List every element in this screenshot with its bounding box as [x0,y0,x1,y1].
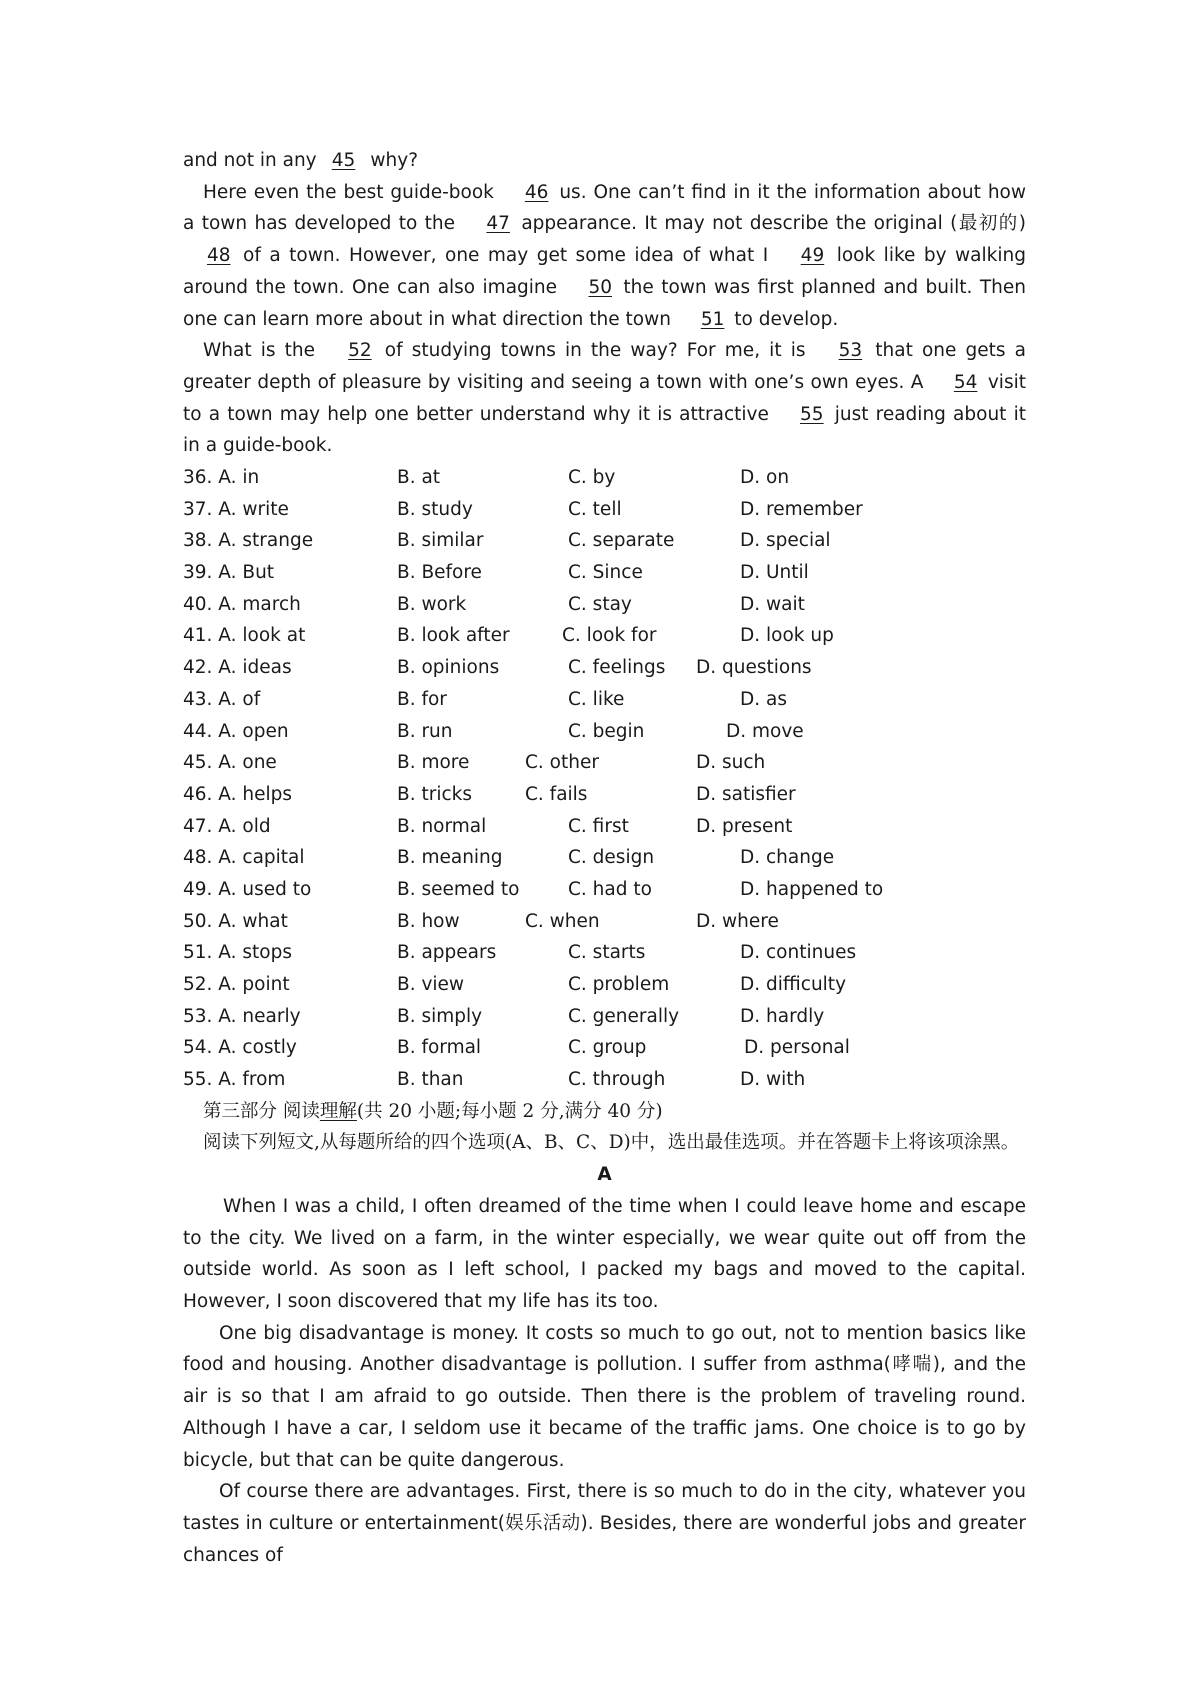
option-c: C. Since [568,562,643,584]
option-b: B. appears [397,942,497,964]
option-row [183,589,1026,621]
option-c: C. begin [568,720,645,742]
option-row [183,1001,1026,1033]
passage-line [183,145,1026,177]
section-a-paragraph-3: Of course there are advantages. First, there is so much to do in the city, whatever you tastes in culture or entertainment(娱乐活动). Besides, there are wonderful jobs and greater chances of [183,1481,1026,1566]
option-a: 55. A. from [183,1069,286,1091]
option-a: 48. A. capital [183,847,305,869]
option-b: B. opinions [397,657,500,679]
option-d: D. difficulty [740,974,847,996]
passage-text: why? [370,150,419,171]
passage-text: What is the [203,340,315,362]
part3-title-text: (共 20 小题;每小题 2 分,满分 40 分) [356,1100,663,1122]
section-a-paragraph-2: One big disadvantage is money. It costs so much to go out, not to mention basics like food and housing. Another disadvantage is pollution. I suffer from asthma(哮喘), and the air is so that I am afraid to go outside. Then there is the problem of traveling round. Although I have a car, I seldom use it became of the traffic jams. One choice is to go by bicycle, but that can be quite dangerous. [183,1322,1026,1471]
option-b: B. study [397,498,473,520]
option-row [183,874,1026,906]
blank-52: 52 [348,340,372,362]
option-c: C. look for [562,625,657,647]
option-a: 46. A. helps [183,783,293,805]
blank-45: 45 [331,150,356,171]
option-c: C. group [568,1037,647,1059]
option-b: B. meaning [397,847,503,869]
option-a: 40. A. march [183,593,301,615]
option-row [183,906,1026,938]
option-c: C. first [568,815,629,837]
option-b: B. normal [397,815,487,837]
option-d: D. continues [740,942,857,964]
option-c: C. fails [525,783,588,805]
passage-text: of studying towns in the way? For me, it is [384,340,806,362]
option-d: D. move [726,720,804,742]
passage-text: of a town. However, one may get some idea of what I [243,245,769,267]
option-d: D. with [740,1069,806,1091]
option-d: D. wait [740,593,805,615]
option-a: 43. A. of [183,688,261,710]
option-d: D. such [696,752,766,774]
option-d: D. Until [740,562,809,584]
option-b: B. at [397,467,441,489]
option-b: B. view [397,974,465,996]
option-b: B. tricks [397,783,472,805]
option-row [183,652,1026,684]
part3-instruction: 阅读下列短文,从每题所给的四个选项(A、B、C、D)中，选出最佳选项。并在答题卡上将该项涂黑。 [203,1132,1020,1154]
option-a: 41. A. look at [183,625,306,647]
option-d: D. on [740,467,790,489]
blank-54: 54 [953,371,978,393]
option-c: C. separate [568,530,675,552]
option-d: D. change [740,847,835,869]
passage-text: just reading about it in a guide-book. [183,403,1026,457]
blank-50: 50 [588,276,612,298]
option-b: B. formal [397,1037,482,1059]
blank-55: 55 [800,403,824,425]
option-a: 36. A. in [183,467,260,489]
section-a-paragraph-1: When I was a child, I often dreamed of the time when I could leave home and escape to the city. We lived on a farm, in the winter especially, we wear quite out off from the outside world. As soon as I left school, I packed my bags and moved to the capital. However, I soon discovered that my life has its too. [183,1195,1026,1312]
option-a: 51. A. stops [183,942,292,964]
option-d: D. questions [696,657,812,679]
option-b: B. run [397,720,453,742]
option-b: B. work [397,593,467,615]
exam-page [183,145,1026,1571]
option-a: 47. A. old [183,815,271,837]
part3-title-text: 第三部分 阅读 [203,1100,320,1122]
option-a: 37. A. write [183,498,289,520]
option-a: 44. A. open [183,720,289,742]
option-a: 54. A. costly [183,1037,297,1059]
option-c: C. starts [568,942,646,964]
passage-text: Here even the best guide-book [203,181,494,203]
option-a: 42. A. ideas [183,657,292,679]
part3-title [183,1096,1026,1128]
part3-title-underlined: 理解 [319,1100,357,1122]
option-row [183,525,1026,557]
passage-paragraph-2 [183,335,1026,462]
option-row [183,747,1026,779]
option-b: B. look after [397,625,510,647]
option-row [183,779,1026,811]
option-c: C. other [525,752,599,774]
option-b: B. Before [397,562,482,584]
passage-paragraph-1 [183,177,1026,336]
option-b: B. seemed to [397,878,520,900]
option-a: 52. A. point [183,974,290,996]
option-a: 38. A. strange [183,530,314,552]
option-c: C. feelings [568,657,666,679]
blank-46: 46 [524,181,549,203]
option-row [183,620,1026,652]
option-c: C. like [568,688,625,710]
passage-text: visit to a town may help one better understand why it is attractive [183,371,1026,425]
option-row [183,494,1026,526]
option-c: C. tell [568,498,622,520]
blank-53: 53 [838,340,863,362]
option-b: B. more [397,752,470,774]
option-c: C. generally [568,1005,680,1027]
option-d: D. special [740,530,831,552]
passage-text: us. One can’t find in it the information about how a town has developed to the [183,181,1027,235]
option-c: C. through [568,1069,666,1091]
option-row [183,1064,1026,1096]
option-d: D. remember [740,498,863,520]
blank-49: 49 [800,245,825,267]
passage-text: and not in any [183,150,317,171]
blank-47: 47 [486,213,510,235]
answer-options [183,462,1026,1096]
option-b: B. simply [397,1005,483,1027]
option-c: C. had to [568,878,652,900]
option-d: D. happened to [740,878,884,900]
passage-text: that one gets a greater depth of pleasure by visiting and seeing a town with one’s own eyes. A [183,340,1026,393]
passage-text: appearance. It may not describe the original (最初的) [521,213,1027,235]
option-c: C. stay [568,593,632,615]
option-a: 49. A. used to [183,878,312,900]
option-d: D. look up [740,625,834,647]
passage-text: look like by walking around the town. One can also imagine [183,245,1026,298]
option-d: D. as [740,688,787,710]
passage-text: the town was first planned and built. Then one can learn more about in what direction the town [183,276,1026,330]
option-row [183,557,1026,589]
option-d: D. hardly [740,1005,825,1027]
option-c: C. when [525,910,600,932]
option-b: B. similar [397,530,484,552]
option-a: 45. A. one [183,752,277,774]
option-a: 50. A. what [183,910,288,932]
option-b: B. how [397,910,460,932]
option-c: C. design [568,847,655,869]
passage-text: to develop. [734,308,839,330]
option-row [183,969,1026,1001]
section-a-label: A [597,1164,612,1186]
option-c: C. by [568,467,616,489]
option-row [183,937,1026,969]
option-b: B. for [397,688,447,710]
option-row [183,1032,1026,1064]
option-row [183,462,1026,494]
blank-51: 51 [700,308,725,330]
option-d: D. satisfier [696,783,796,805]
option-row [183,716,1026,748]
option-d: D. personal [744,1037,850,1059]
option-row [183,842,1026,874]
option-row [183,684,1026,716]
option-b: B. than [397,1069,464,1091]
option-d: D. where [696,910,779,932]
option-a: 39. A. But [183,562,275,584]
blank-48: 48 [207,245,231,267]
option-c: C. problem [568,974,670,996]
option-a: 53. A. nearly [183,1005,301,1027]
option-row [183,811,1026,843]
option-d: D. present [696,815,793,837]
